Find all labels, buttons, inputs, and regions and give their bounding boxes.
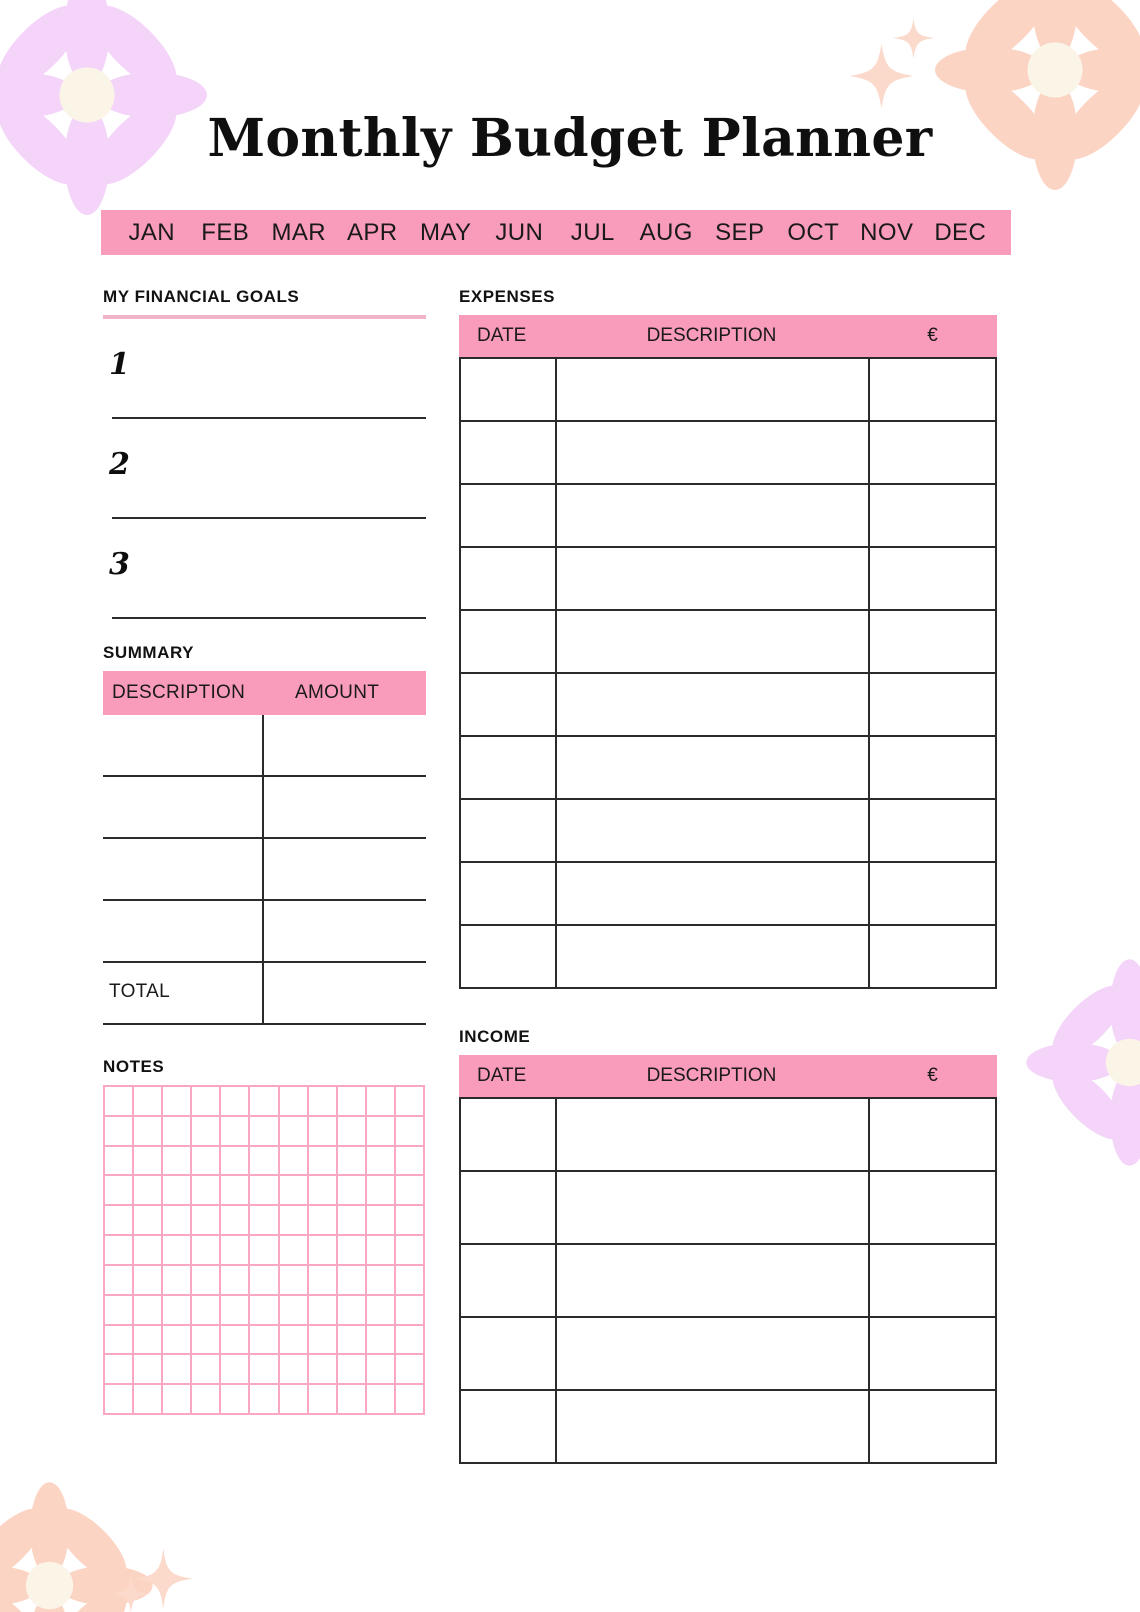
income-date-cell[interactable] [461, 1391, 557, 1464]
notes-cell[interactable] [192, 1326, 221, 1356]
income-date-cell[interactable] [461, 1318, 557, 1391]
notes-cell[interactable] [192, 1385, 221, 1415]
notes-cell[interactable] [250, 1326, 279, 1356]
notes-cell[interactable] [221, 1087, 250, 1117]
notes-cell[interactable] [367, 1326, 396, 1356]
notes-cell[interactable] [367, 1147, 396, 1177]
notes-cell[interactable] [134, 1176, 163, 1206]
notes-cell[interactable] [163, 1206, 192, 1236]
summary-row[interactable] [103, 839, 426, 901]
notes-cell[interactable] [105, 1355, 134, 1385]
financial-goals-heading: MY FINANCIAL GOALS [103, 287, 300, 306]
expense-amount-cell[interactable] [870, 422, 997, 485]
goal-item[interactable] [103, 519, 426, 619]
table-row[interactable] [461, 548, 997, 611]
expense-description-cell[interactable] [557, 548, 870, 611]
notes-cell[interactable] [396, 1206, 425, 1236]
notes-cell[interactable] [309, 1176, 338, 1206]
notes-cell[interactable] [396, 1117, 425, 1147]
notes-cell[interactable] [192, 1355, 221, 1385]
summary-table-body [103, 715, 426, 1025]
notes-cell[interactable] [221, 1236, 250, 1266]
income-description-cell[interactable] [557, 1172, 870, 1245]
notes-cell[interactable] [367, 1176, 396, 1206]
month-nov[interactable]: NOV [860, 218, 914, 246]
expense-amount-cell[interactable] [870, 863, 997, 926]
notes-cell[interactable] [221, 1206, 250, 1236]
table-row[interactable] [461, 737, 997, 800]
table-row[interactable] [461, 1172, 997, 1245]
notes-cell[interactable] [280, 1147, 309, 1177]
notes-cell[interactable] [250, 1385, 279, 1415]
table-row[interactable] [461, 485, 997, 548]
notes-cell[interactable] [280, 1266, 309, 1296]
notes-cell[interactable] [367, 1206, 396, 1236]
expense-amount-cell[interactable] [870, 611, 997, 674]
notes-cell[interactable] [396, 1236, 425, 1266]
table-row[interactable] [461, 1318, 997, 1391]
income-amount-cell[interactable] [870, 1245, 997, 1318]
expense-date-cell[interactable] [461, 926, 557, 989]
notes-cell[interactable] [309, 1206, 338, 1236]
flower-peach-bottom-left-icon [0, 1478, 157, 1612]
month-apr[interactable]: APR [346, 218, 398, 246]
notes-cell[interactable] [280, 1087, 309, 1117]
notes-cell[interactable] [309, 1147, 338, 1177]
goal-number: 2 [109, 447, 130, 482]
month-jan[interactable]: JAN [128, 218, 176, 246]
notes-cell[interactable] [163, 1266, 192, 1296]
summary-col-amount: AMOUNT [295, 682, 380, 703]
notes-cell[interactable] [396, 1087, 425, 1117]
notes-cell[interactable] [309, 1266, 338, 1296]
notes-cell[interactable] [309, 1117, 338, 1147]
goal-number: 1 [109, 347, 130, 382]
income-date-cell[interactable] [461, 1172, 557, 1245]
expense-description-cell[interactable] [557, 611, 870, 674]
notes-cell[interactable] [192, 1117, 221, 1147]
notes-cell[interactable] [280, 1206, 309, 1236]
summary-col-description: DESCRIPTION [112, 682, 246, 703]
goal-item[interactable] [103, 419, 426, 519]
notes-cell[interactable] [163, 1176, 192, 1206]
notes-cell[interactable] [309, 1355, 338, 1385]
income-amount-cell[interactable] [870, 1391, 997, 1464]
notes-cell[interactable] [105, 1236, 134, 1266]
income-table-body [459, 1097, 997, 1464]
expense-date-cell[interactable] [461, 422, 557, 485]
notes-cell[interactable] [163, 1236, 192, 1266]
notes-cell[interactable] [221, 1176, 250, 1206]
notes-cell[interactable] [134, 1117, 163, 1147]
notes-cell[interactable] [221, 1355, 250, 1385]
income-description-cell[interactable] [557, 1391, 870, 1464]
expense-date-cell[interactable] [461, 548, 557, 611]
notes-cell[interactable] [367, 1355, 396, 1385]
income-description-cell[interactable] [557, 1318, 870, 1391]
notes-cell[interactable] [280, 1326, 309, 1356]
expense-date-cell[interactable] [461, 800, 557, 863]
notes-cell[interactable] [250, 1296, 279, 1326]
notes-cell[interactable] [309, 1296, 338, 1326]
table-row[interactable] [461, 800, 997, 863]
income-heading: INCOME [459, 1027, 531, 1046]
notes-cell[interactable] [134, 1385, 163, 1415]
notes-cell[interactable] [192, 1236, 221, 1266]
expense-date-cell[interactable] [461, 485, 557, 548]
notes-cell[interactable] [338, 1087, 367, 1117]
notes-cell[interactable] [163, 1147, 192, 1177]
sparkle-top-right-icon [845, 10, 950, 110]
expense-amount-cell[interactable] [870, 737, 997, 800]
notes-cell[interactable] [338, 1117, 367, 1147]
notes-cell[interactable] [134, 1326, 163, 1356]
notes-cell[interactable] [105, 1326, 134, 1356]
expenses-table-body [459, 357, 997, 989]
summary-section [103, 643, 426, 1025]
summary-total-label: TOTAL [109, 981, 170, 1002]
notes-cell[interactable] [134, 1206, 163, 1236]
table-row[interactable] [461, 611, 997, 674]
notes-cell[interactable] [134, 1147, 163, 1177]
expense-date-cell[interactable] [461, 611, 557, 674]
income-table-header [459, 1055, 997, 1097]
month-dec[interactable]: DEC [934, 218, 987, 246]
summary-heading: SUMMARY [103, 643, 195, 662]
income-description-cell[interactable] [557, 1245, 870, 1318]
notes-cell[interactable] [280, 1236, 309, 1266]
expenses-heading: EXPENSES [459, 287, 556, 306]
page-title: Monthly Budget Planner [207, 108, 933, 169]
month-mar[interactable]: MAR [271, 218, 327, 246]
flower-lavender-right-icon [1022, 955, 1140, 1170]
notes-cell[interactable] [396, 1176, 425, 1206]
month-selector-bar[interactable] [101, 210, 1011, 255]
table-row[interactable] [461, 926, 997, 989]
expense-description-cell[interactable] [557, 737, 870, 800]
expense-amount-cell[interactable] [870, 926, 997, 989]
notes-cell[interactable] [338, 1385, 367, 1415]
expense-description-cell[interactable] [557, 926, 870, 989]
income-date-cell[interactable] [461, 1099, 557, 1172]
summary-total-row[interactable] [103, 963, 426, 1025]
notes-cell[interactable] [192, 1296, 221, 1326]
notes-cell[interactable] [221, 1326, 250, 1356]
expense-description-cell[interactable] [557, 359, 870, 422]
notes-cell[interactable] [134, 1236, 163, 1266]
notes-cell[interactable] [367, 1117, 396, 1147]
expense-description-cell[interactable] [557, 863, 870, 926]
notes-cell[interactable] [163, 1087, 192, 1117]
notes-cell[interactable] [250, 1206, 279, 1236]
expense-amount-cell[interactable] [870, 548, 997, 611]
table-row[interactable] [461, 863, 997, 926]
summary-table-header [103, 671, 426, 715]
notes-cell[interactable] [105, 1087, 134, 1117]
notes-cell[interactable] [221, 1117, 250, 1147]
month-aug[interactable]: AUG [639, 218, 693, 246]
notes-grid[interactable] [103, 1085, 425, 1415]
notes-cell[interactable] [250, 1117, 279, 1147]
notes-cell[interactable] [250, 1147, 279, 1177]
notes-cell[interactable] [250, 1266, 279, 1296]
notes-cell[interactable] [221, 1147, 250, 1177]
notes-cell[interactable] [396, 1147, 425, 1177]
month-sep[interactable]: SEP [715, 218, 765, 246]
expense-date-cell[interactable] [461, 737, 557, 800]
expenses-col-currency: € [927, 325, 938, 346]
income-description-cell[interactable] [557, 1099, 870, 1172]
notes-cell[interactable] [280, 1117, 309, 1147]
notes-cell[interactable] [396, 1385, 425, 1415]
notes-cell[interactable] [367, 1266, 396, 1296]
notes-cell[interactable] [338, 1266, 367, 1296]
notes-cell[interactable] [338, 1326, 367, 1356]
expenses-col-date: DATE [477, 325, 527, 346]
summary-row[interactable] [103, 715, 426, 777]
notes-cell[interactable] [280, 1296, 309, 1326]
expense-date-cell[interactable] [461, 674, 557, 737]
notes-cell[interactable] [280, 1355, 309, 1385]
expense-date-cell[interactable] [461, 863, 557, 926]
expense-amount-cell[interactable] [870, 674, 997, 737]
notes-cell[interactable] [309, 1385, 338, 1415]
notes-cell[interactable] [163, 1296, 192, 1326]
income-date-cell[interactable] [461, 1245, 557, 1318]
financial-goals-list [103, 319, 426, 619]
notes-cell[interactable] [105, 1385, 134, 1415]
notes-cell[interactable] [221, 1385, 250, 1415]
notes-cell[interactable] [163, 1326, 192, 1356]
income-amount-cell[interactable] [870, 1318, 997, 1391]
expense-amount-cell[interactable] [870, 485, 997, 548]
expenses-table-header [459, 315, 997, 357]
expense-description-cell[interactable] [557, 674, 870, 737]
notes-cell[interactable] [309, 1087, 338, 1117]
notes-cell[interactable] [163, 1117, 192, 1147]
table-row[interactable] [461, 359, 997, 422]
notes-cell[interactable] [105, 1206, 134, 1236]
notes-cell[interactable] [280, 1176, 309, 1206]
income-section [459, 1027, 997, 1464]
expense-description-cell[interactable] [557, 800, 870, 863]
notes-cell[interactable] [192, 1147, 221, 1177]
notes-cell[interactable] [367, 1296, 396, 1326]
left-column [103, 287, 426, 1415]
table-row[interactable] [461, 1099, 997, 1172]
notes-cell[interactable] [309, 1236, 338, 1266]
expense-amount-cell[interactable] [870, 359, 997, 422]
notes-cell[interactable] [367, 1236, 396, 1266]
goal-number: 3 [109, 547, 130, 582]
notes-cell[interactable] [338, 1206, 367, 1236]
income-col-date: DATE [477, 1065, 527, 1086]
notes-cell[interactable] [396, 1266, 425, 1296]
summary-row[interactable] [103, 777, 426, 839]
notes-cell[interactable] [192, 1176, 221, 1206]
expenses-col-description: DESCRIPTION [646, 325, 777, 346]
notes-cell[interactable] [134, 1296, 163, 1326]
notes-cell[interactable] [250, 1355, 279, 1385]
income-amount-cell[interactable] [870, 1099, 997, 1172]
notes-cell[interactable] [134, 1087, 163, 1117]
expenses-section [459, 287, 997, 989]
income-amount-cell[interactable] [870, 1172, 997, 1245]
notes-cell[interactable] [105, 1296, 134, 1326]
month-feb[interactable]: FEB [201, 218, 250, 246]
notes-cell[interactable] [134, 1355, 163, 1385]
notes-cell[interactable] [280, 1385, 309, 1415]
goal-write-line[interactable] [112, 617, 426, 619]
month-may[interactable]: MAY [420, 218, 472, 246]
notes-cell[interactable] [338, 1147, 367, 1177]
expense-date-cell[interactable] [461, 359, 557, 422]
income-col-description: DESCRIPTION [646, 1065, 777, 1086]
notes-cell[interactable] [192, 1087, 221, 1117]
sparkle-bottom-left-icon [105, 1530, 200, 1612]
notes-cell[interactable] [250, 1087, 279, 1117]
notes-cell[interactable] [396, 1326, 425, 1356]
notes-cell[interactable] [250, 1236, 279, 1266]
right-column [459, 287, 997, 1464]
notes-cell[interactable] [338, 1355, 367, 1385]
notes-cell[interactable] [309, 1326, 338, 1356]
notes-cell[interactable] [338, 1236, 367, 1266]
table-row[interactable] [461, 1245, 997, 1318]
month-oct[interactable]: OCT [787, 218, 840, 246]
income-col-currency: € [927, 1065, 938, 1086]
month-jun[interactable]: JUN [495, 218, 544, 246]
goal-item[interactable] [103, 319, 426, 419]
notes-cell[interactable] [163, 1385, 192, 1415]
notes-cell[interactable] [134, 1266, 163, 1296]
notes-cell[interactable] [338, 1296, 367, 1326]
notes-cell[interactable] [396, 1296, 425, 1326]
notes-cell[interactable] [192, 1206, 221, 1236]
notes-cell[interactable] [250, 1176, 279, 1206]
notes-cell[interactable] [105, 1117, 134, 1147]
notes-cell[interactable] [192, 1266, 221, 1296]
notes-cell[interactable] [163, 1355, 192, 1385]
expense-description-cell[interactable] [557, 485, 870, 548]
notes-cell[interactable] [105, 1266, 134, 1296]
summary-row[interactable] [103, 901, 426, 963]
notes-section [103, 1057, 426, 1415]
notes-cell[interactable] [221, 1296, 250, 1326]
expense-description-cell[interactable] [557, 422, 870, 485]
notes-heading: NOTES [103, 1057, 165, 1076]
notes-cell[interactable] [367, 1385, 396, 1415]
month-jul[interactable]: JUL [570, 218, 615, 246]
notes-cell[interactable] [338, 1176, 367, 1206]
notes-cell[interactable] [396, 1355, 425, 1385]
table-row[interactable] [461, 674, 997, 737]
table-row[interactable] [461, 1391, 997, 1464]
notes-cell[interactable] [221, 1266, 250, 1296]
notes-cell[interactable] [105, 1176, 134, 1206]
notes-cell[interactable] [105, 1147, 134, 1177]
notes-cell[interactable] [367, 1087, 396, 1117]
expense-amount-cell[interactable] [870, 800, 997, 863]
table-row[interactable] [461, 422, 997, 485]
